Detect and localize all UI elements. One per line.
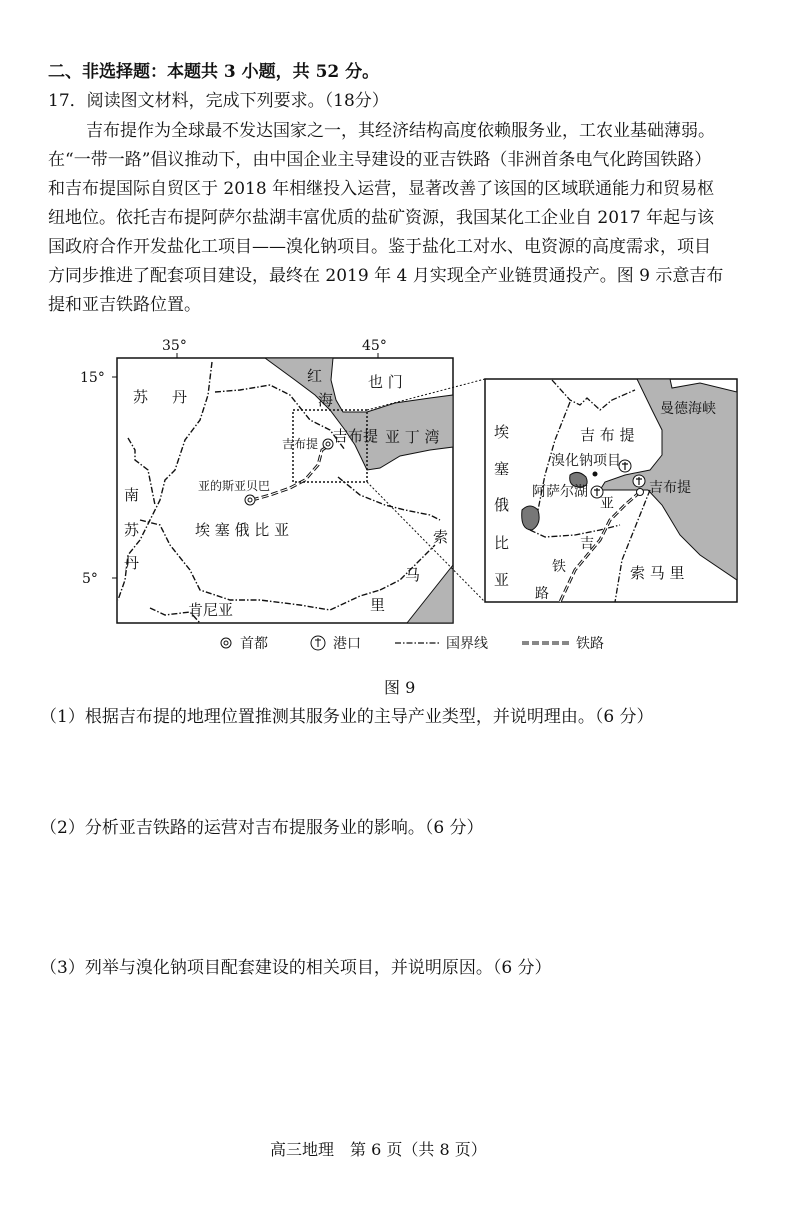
svg-text:苏: 苏 (133, 388, 149, 406)
svg-text:比: 比 (494, 534, 510, 552)
svg-text:吉布提: 吉布提 (282, 437, 319, 451)
question-title: 17．阅读图文材料，完成下列要求。（18分） (48, 91, 389, 111)
svg-text:5°: 5° (82, 571, 98, 587)
svg-text:埃 塞 俄 比 亚: 埃 塞 俄 比 亚 (195, 521, 290, 539)
svg-text:海: 海 (318, 391, 334, 409)
svg-text:丹: 丹 (124, 554, 140, 572)
sub-question-2: （2）分析亚吉铁路的运营对吉布提服务业的影响。（6 分） (40, 818, 484, 838)
passage-line: 提和亚吉铁路位置。 (48, 295, 201, 315)
svg-text:苏: 苏 (124, 521, 140, 539)
svg-text:35°: 35° (162, 338, 187, 354)
svg-text:路: 路 (535, 586, 549, 602)
passage-line: 和吉布提国际自贸区于 2018 年相继投入运营，显著改善了该国的区域联通能力和贸易枢 (48, 179, 715, 199)
lake (522, 506, 539, 530)
svg-text:吉: 吉 (580, 536, 594, 552)
svg-text:铁: 铁 (552, 559, 566, 575)
svg-text:溴化钠项目: 溴化钠项目 (551, 453, 621, 469)
sub-question-1: （1）根据吉布提的地理位置推测其服务业的主导产业类型，并说明理由。（6 分） (40, 707, 654, 727)
svg-text:阿萨尔湖: 阿萨尔湖 (532, 484, 588, 500)
sub-question-3: （3）列举与溴化钠项目配套建设的相关项目，并说明原因。（6 分） (40, 958, 552, 978)
svg-text:红: 红 (307, 367, 323, 385)
passage-line: 在“一带一路”倡议推动下，由中国企业主导建设的亚吉铁路（非洲首条电气化跨国铁路） (48, 150, 712, 170)
svg-text:俄: 俄 (494, 496, 510, 514)
svg-text:曼德海峡: 曼德海峡 (660, 401, 716, 417)
svg-text:索: 索 (433, 528, 449, 546)
svg-text:马: 马 (405, 566, 421, 584)
svg-text:首都: 首都 (240, 636, 268, 652)
svg-text:索 马 里: 索 马 里 (630, 564, 685, 582)
svg-text:亚: 亚 (600, 496, 614, 512)
svg-text:铁路: 铁路 (576, 636, 604, 652)
svg-text:丹: 丹 (172, 388, 188, 406)
svg-text:港口: 港口 (333, 636, 361, 652)
inset-map (485, 379, 737, 602)
svg-text:南: 南 (124, 486, 140, 504)
svg-text:肯尼亚: 肯尼亚 (188, 601, 234, 619)
svg-text:15°: 15° (80, 370, 105, 386)
svg-text:吉布提: 吉布提 (333, 427, 379, 445)
svg-text:埃: 埃 (494, 423, 510, 441)
passage-line: 国政府合作开发盐化工项目——溴化钠项目。鉴于盐化工对水、电资源的高度需求，项目 (48, 237, 711, 257)
svg-text:国界线: 国界线 (446, 636, 488, 652)
passage-line: 方同步推进了配套项目建设，最终在 2019 年 4 月实现全产业链贯通投产。图 9 示意吉布 (48, 266, 724, 286)
svg-text:吉 布 提: 吉 布 提 (580, 426, 635, 444)
capital-icon (245, 495, 255, 505)
svg-text:亚: 亚 (494, 571, 510, 589)
capital-icon (323, 439, 333, 449)
capital-icon (637, 489, 644, 496)
svg-text:也 门: 也 门 (368, 373, 403, 391)
svg-text:亚的斯亚贝巴: 亚的斯亚贝巴 (198, 479, 271, 493)
svg-text:里: 里 (370, 596, 386, 614)
svg-text:塞: 塞 (494, 460, 510, 478)
svg-text:45°: 45° (362, 338, 387, 354)
capital-icon (221, 638, 231, 648)
passage-line: 吉布提作为全球最不发达国家之一，其经济结构高度依赖服务业，工农业基础薄弱。 (86, 121, 715, 141)
section-heading: 二、非选择题：本题共 3 小题，共 52 分。 (48, 62, 380, 82)
svg-text:吉布提: 吉布提 (649, 480, 691, 496)
passage-line: 纽地位。依托吉布提阿萨尔盐湖丰富优质的盐矿资源，我国某化工企业自 2017 年起与该 (48, 208, 715, 228)
svg-text:亚 丁 湾: 亚 丁 湾 (385, 428, 440, 446)
main-map (80, 338, 453, 623)
legend (221, 635, 604, 652)
figure-caption: 图 9 (384, 678, 416, 697)
page-footer: 高三地理 第 6 页（共 8 页） (270, 1140, 487, 1159)
